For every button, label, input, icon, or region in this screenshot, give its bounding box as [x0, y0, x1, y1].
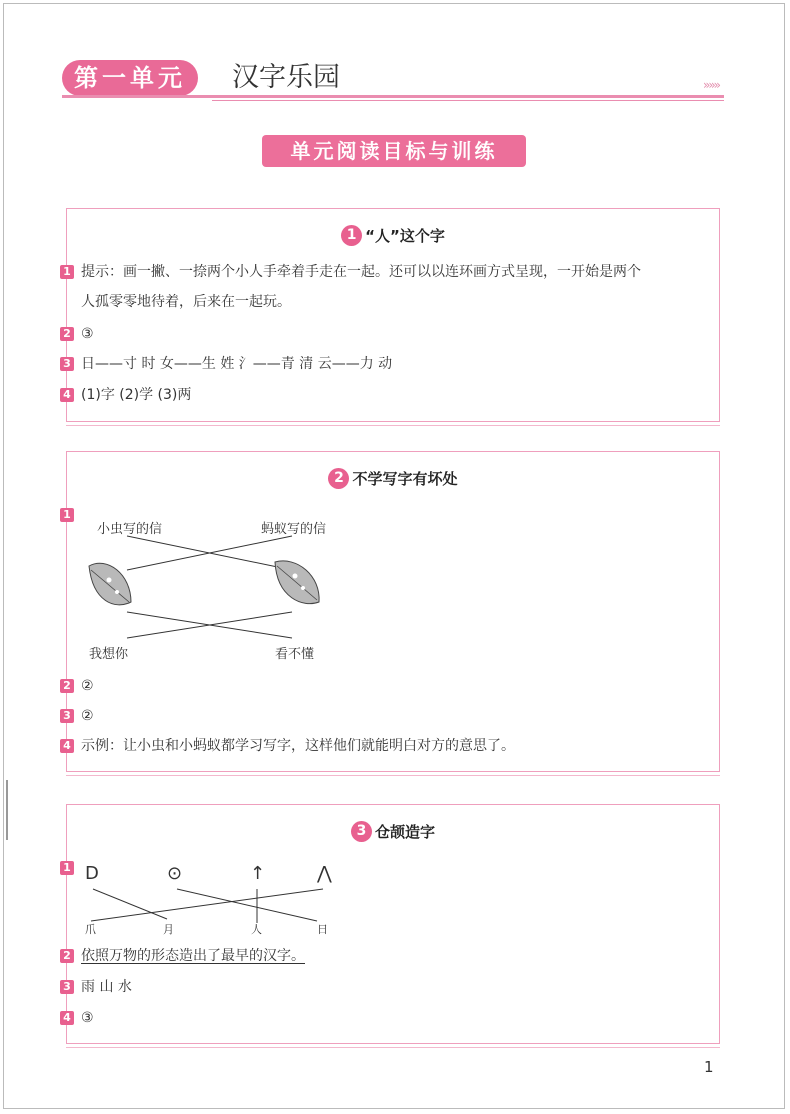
- s2-answer-2-number: 2: [60, 679, 74, 693]
- section-1-number: 1: [341, 225, 362, 246]
- header-divider-thin: [212, 100, 724, 101]
- section-3-number: 3: [351, 821, 372, 842]
- s2-answer-3-text: ②: [81, 708, 94, 724]
- s1-answer-2-number: 2: [60, 327, 74, 341]
- s3-answer-4-text: ③: [81, 1010, 94, 1026]
- unit-title: 汉字乐园: [232, 62, 340, 93]
- s1-answer-3-text: 日——寸 时 女——生 姓 氵——青 清 云——力 动: [81, 356, 393, 372]
- section-2-title-text: 不学写字有坏处: [352, 470, 458, 488]
- pictograph-sun-icon: ⊙: [167, 863, 183, 884]
- s1-answer-1-number: 1: [60, 265, 74, 279]
- s3-answer-4-number: 4: [60, 1011, 74, 1025]
- s2-answer-4-number: 4: [60, 739, 74, 753]
- s2-answer-3-number: 3: [60, 709, 74, 723]
- section-banner: 单元阅读目标与训练: [262, 135, 526, 167]
- leaf-right-icon: [275, 561, 319, 604]
- section-1-box: [63, 208, 720, 422]
- s1-answer-4-text: (1)字 (2)学 (3)两: [81, 387, 192, 403]
- section-3-box: [63, 804, 720, 1044]
- s2-answer-4-text: 示例：让小虫和小蚂蚁都学习写字，这样他们就能明白对方的意思了。: [81, 738, 515, 754]
- section-1-title-text: “人”这个字: [365, 227, 445, 245]
- leaf-left-icon: [89, 563, 131, 605]
- label-miss-you: 我想你: [89, 647, 129, 662]
- pictograph-label-moon: 月: [163, 923, 174, 936]
- section-3-title-text: 仓颉造字: [374, 823, 435, 841]
- pic-line-2: [177, 889, 317, 921]
- section-2-number: 2: [328, 468, 349, 489]
- label-bug-letter: 小虫写的信: [97, 522, 163, 537]
- section-1-title: [67, 225, 719, 246]
- matching-diagram: [67, 452, 367, 672]
- pictograph-lines: [67, 805, 367, 935]
- pic-line-1: [93, 889, 167, 919]
- pictograph-label-person: 人: [251, 923, 262, 936]
- label-cant-read: 看不懂: [275, 647, 315, 662]
- scan-mark: [6, 780, 8, 840]
- s3-answer-3-text: 雨 山 水: [81, 979, 132, 995]
- section-2-box: [63, 451, 720, 772]
- pictograph-label-claw: 爪: [85, 923, 96, 936]
- s3-answer-2-number: 2: [60, 949, 74, 963]
- page-number: 1: [704, 1058, 714, 1076]
- pictograph-claw-icon: D: [85, 863, 99, 884]
- label-ant-letter: 蚂蚁写的信: [261, 522, 327, 537]
- pictograph-label-sun: 日: [317, 923, 328, 936]
- header-arrows-icon: »»»: [703, 78, 720, 92]
- s1-answer-3-number: 3: [60, 357, 74, 371]
- s1-answer-4-number: 4: [60, 388, 74, 402]
- pictograph-person-icon: ↑: [250, 863, 266, 884]
- s2-answer-1-number: 1: [60, 508, 74, 522]
- unit-badge: 第一单元: [62, 60, 198, 96]
- header-divider: [62, 95, 724, 98]
- s1-answer-2-text: ③: [81, 326, 94, 342]
- s3-answer-2-text: 依照万物的形态造出了最早的汉字。: [81, 948, 305, 964]
- pictograph-hand-icon: ⋀: [317, 863, 332, 884]
- s1-answer-1-line1: 提示：画一撇、一捺两个小人手牵着手走在一起。还可以以连环画方式呈现，一开始是两个: [81, 264, 641, 280]
- s2-answer-2-text: ②: [81, 678, 94, 694]
- s3-answer-1-number: 1: [60, 861, 74, 875]
- s3-answer-3-number: 3: [60, 980, 74, 994]
- pic-line-4: [91, 889, 323, 921]
- s1-answer-1-line2: 人孤零零地待着，后来在一起玩。: [81, 294, 291, 310]
